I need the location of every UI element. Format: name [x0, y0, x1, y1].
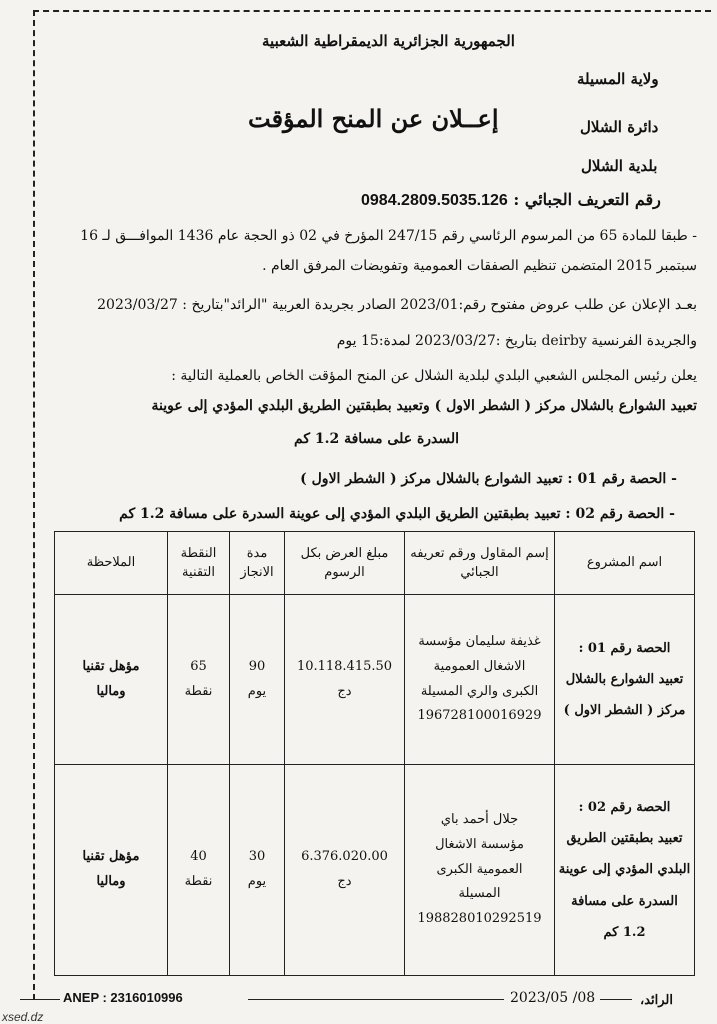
duration-cell [230, 595, 285, 765]
footer-rule-middle [248, 999, 504, 1000]
duration-cell [230, 765, 285, 976]
contractor-tax-id: 198828010292519 [417, 911, 542, 927]
contractor-line: غذيفة سليمان مؤسسة [418, 634, 541, 650]
contractor-line: الاشغال العمومية [433, 658, 526, 674]
note-line: مؤهل تقنيا [82, 849, 140, 865]
footer-rule-right [600, 999, 632, 1000]
tax-id-label: رقم التعريف الجبائي : [513, 190, 661, 209]
currency-label: دج [337, 874, 352, 889]
award-table [54, 531, 695, 976]
amount-cell [285, 765, 405, 976]
lot1-description: - الحصة رقم 01 : تعبيد الشوارع بالشلال مركز ( الشطر الاول ) [300, 471, 677, 487]
project-lot-label: الحصة رقم 01 : [578, 640, 671, 656]
score-value: 65 [190, 658, 207, 674]
operation-title-line2: السدرة على مسافة 1.2 كم [294, 431, 460, 447]
amount-value: 10.118.415.50 [296, 658, 393, 674]
source-site: xsed.dz [2, 1010, 44, 1024]
duration-unit: يوم [247, 683, 267, 699]
anep-number: ANEP : 2316010996 [63, 990, 183, 1005]
amount-value: 6.376.020.00 [301, 849, 388, 865]
project-name-line: البلدي المؤدي إلى عوينة [558, 862, 691, 878]
header-contractor: إسم المقاول ورقم تعريفه الجبائي [405, 532, 555, 595]
tender-reference-line1: بعـد الإعلان عن طلب عروض مفتوح رقم:2023/01 الصادر بجريدة العربية "الرائد"بتاريخ : 2023/03/27 [97, 297, 697, 313]
table-row [55, 595, 695, 765]
tax-id-value: 0984.2809.5035.126 [361, 192, 508, 209]
note-cell [55, 595, 168, 765]
contractor-line: مؤسسة الاشغال [435, 836, 524, 852]
announcement-statement: يعلن رئيس المجلس الشعبي البلدي لبلدية الشلال عن المنح المؤقت الخاص بالعملية التالية : [171, 368, 697, 384]
wilaya-label: ولاية المسيلة [577, 70, 659, 88]
lot2-description: - الحصة رقم 02 : تعبيد بطبقتين الطريق البلدي المؤدي إلى عوينة السدرة على مسافة 1.2 كم [119, 506, 675, 522]
duration-value: 30 [248, 849, 266, 865]
header-score: النقطة التقنية [168, 532, 230, 595]
contractor-line: العمومية الكبرى [436, 861, 523, 877]
contractor-cell [405, 595, 555, 765]
commune-label: بلدية الشلال [581, 157, 658, 175]
project-lot-label: الحصة رقم 02 : [578, 800, 671, 816]
footer-rule-left [20, 999, 60, 1000]
legal-reference-line2: سبتمبر 2015 المتضمن تنظيم الصفقات العمومية وتفويضات المرفق العام . [262, 258, 697, 274]
project-name-line: مركز ( الشطر الاول ) [563, 703, 686, 719]
tax-id-row [361, 190, 661, 210]
page-title: إعــلان عن المنح المؤقت [248, 104, 499, 133]
project-name-line: السدرة على مسافة 1.2 كم [571, 893, 678, 940]
contractor-line: جلال أحمد باي [440, 812, 519, 828]
project-name-line: تعبيد بطبقتين الطريق [566, 831, 683, 847]
note-line: وماليا [96, 874, 126, 889]
legal-reference-line1: - طبقا للمادة 65 من المرسوم الرئاسي رقم 247/15 المؤرخ في 02 ذو الحجة عام 1436 الموافـــق لـ 16 [80, 228, 697, 244]
duration-value: 90 [248, 658, 266, 674]
note-line: وماليا [96, 683, 126, 699]
duration-unit: يوم [247, 874, 267, 889]
newspaper-name: الرائد، [640, 993, 673, 1008]
currency-label: دج [337, 683, 352, 699]
header-project: اسم المشروع [555, 532, 695, 595]
header-duration: مدة الانجاز [230, 532, 285, 595]
contractor-line: الكبرى والري المسيلة [420, 683, 539, 699]
daira-label: دائرة الشلال [580, 118, 659, 136]
tender-reference-line2: والجريدة الفرنسية deirby بتاريخ :2023/03/27 لمدة:15 يوم [336, 333, 697, 349]
project-cell [555, 765, 695, 976]
contractor-line: المسيلة [458, 886, 501, 902]
note-cell [55, 765, 168, 976]
amount-cell [285, 595, 405, 765]
project-name-line: تعبيد الشوارع بالشلال [565, 671, 684, 687]
score-cell [168, 765, 230, 976]
republic-heading: الجمهورية الجزائرية الديمقراطية الشعبية [262, 32, 515, 50]
header-note: الملاحظة [55, 532, 168, 595]
contractor-tax-id: 196728100016929 [417, 708, 542, 724]
header-amount: مبلغ العرض بكل الرسوم [285, 532, 405, 595]
score-cell [168, 595, 230, 765]
operation-title-line1: تعبيد الشوارع بالشلال مركز ( الشطر الاول ) وتعبيد بطبقتين الطريق البلدي المؤدي إلى عوينة [151, 398, 697, 414]
project-cell [555, 595, 695, 765]
table-header-row [55, 532, 695, 595]
score-value: 40 [190, 849, 207, 865]
table-row [55, 765, 695, 976]
contractor-cell [405, 765, 555, 976]
score-unit: نقطة [184, 874, 213, 889]
publication-date: 2023/05 /08 [510, 990, 596, 1006]
score-unit: نقطة [184, 683, 213, 699]
note-line: مؤهل تقنيا [82, 658, 140, 674]
